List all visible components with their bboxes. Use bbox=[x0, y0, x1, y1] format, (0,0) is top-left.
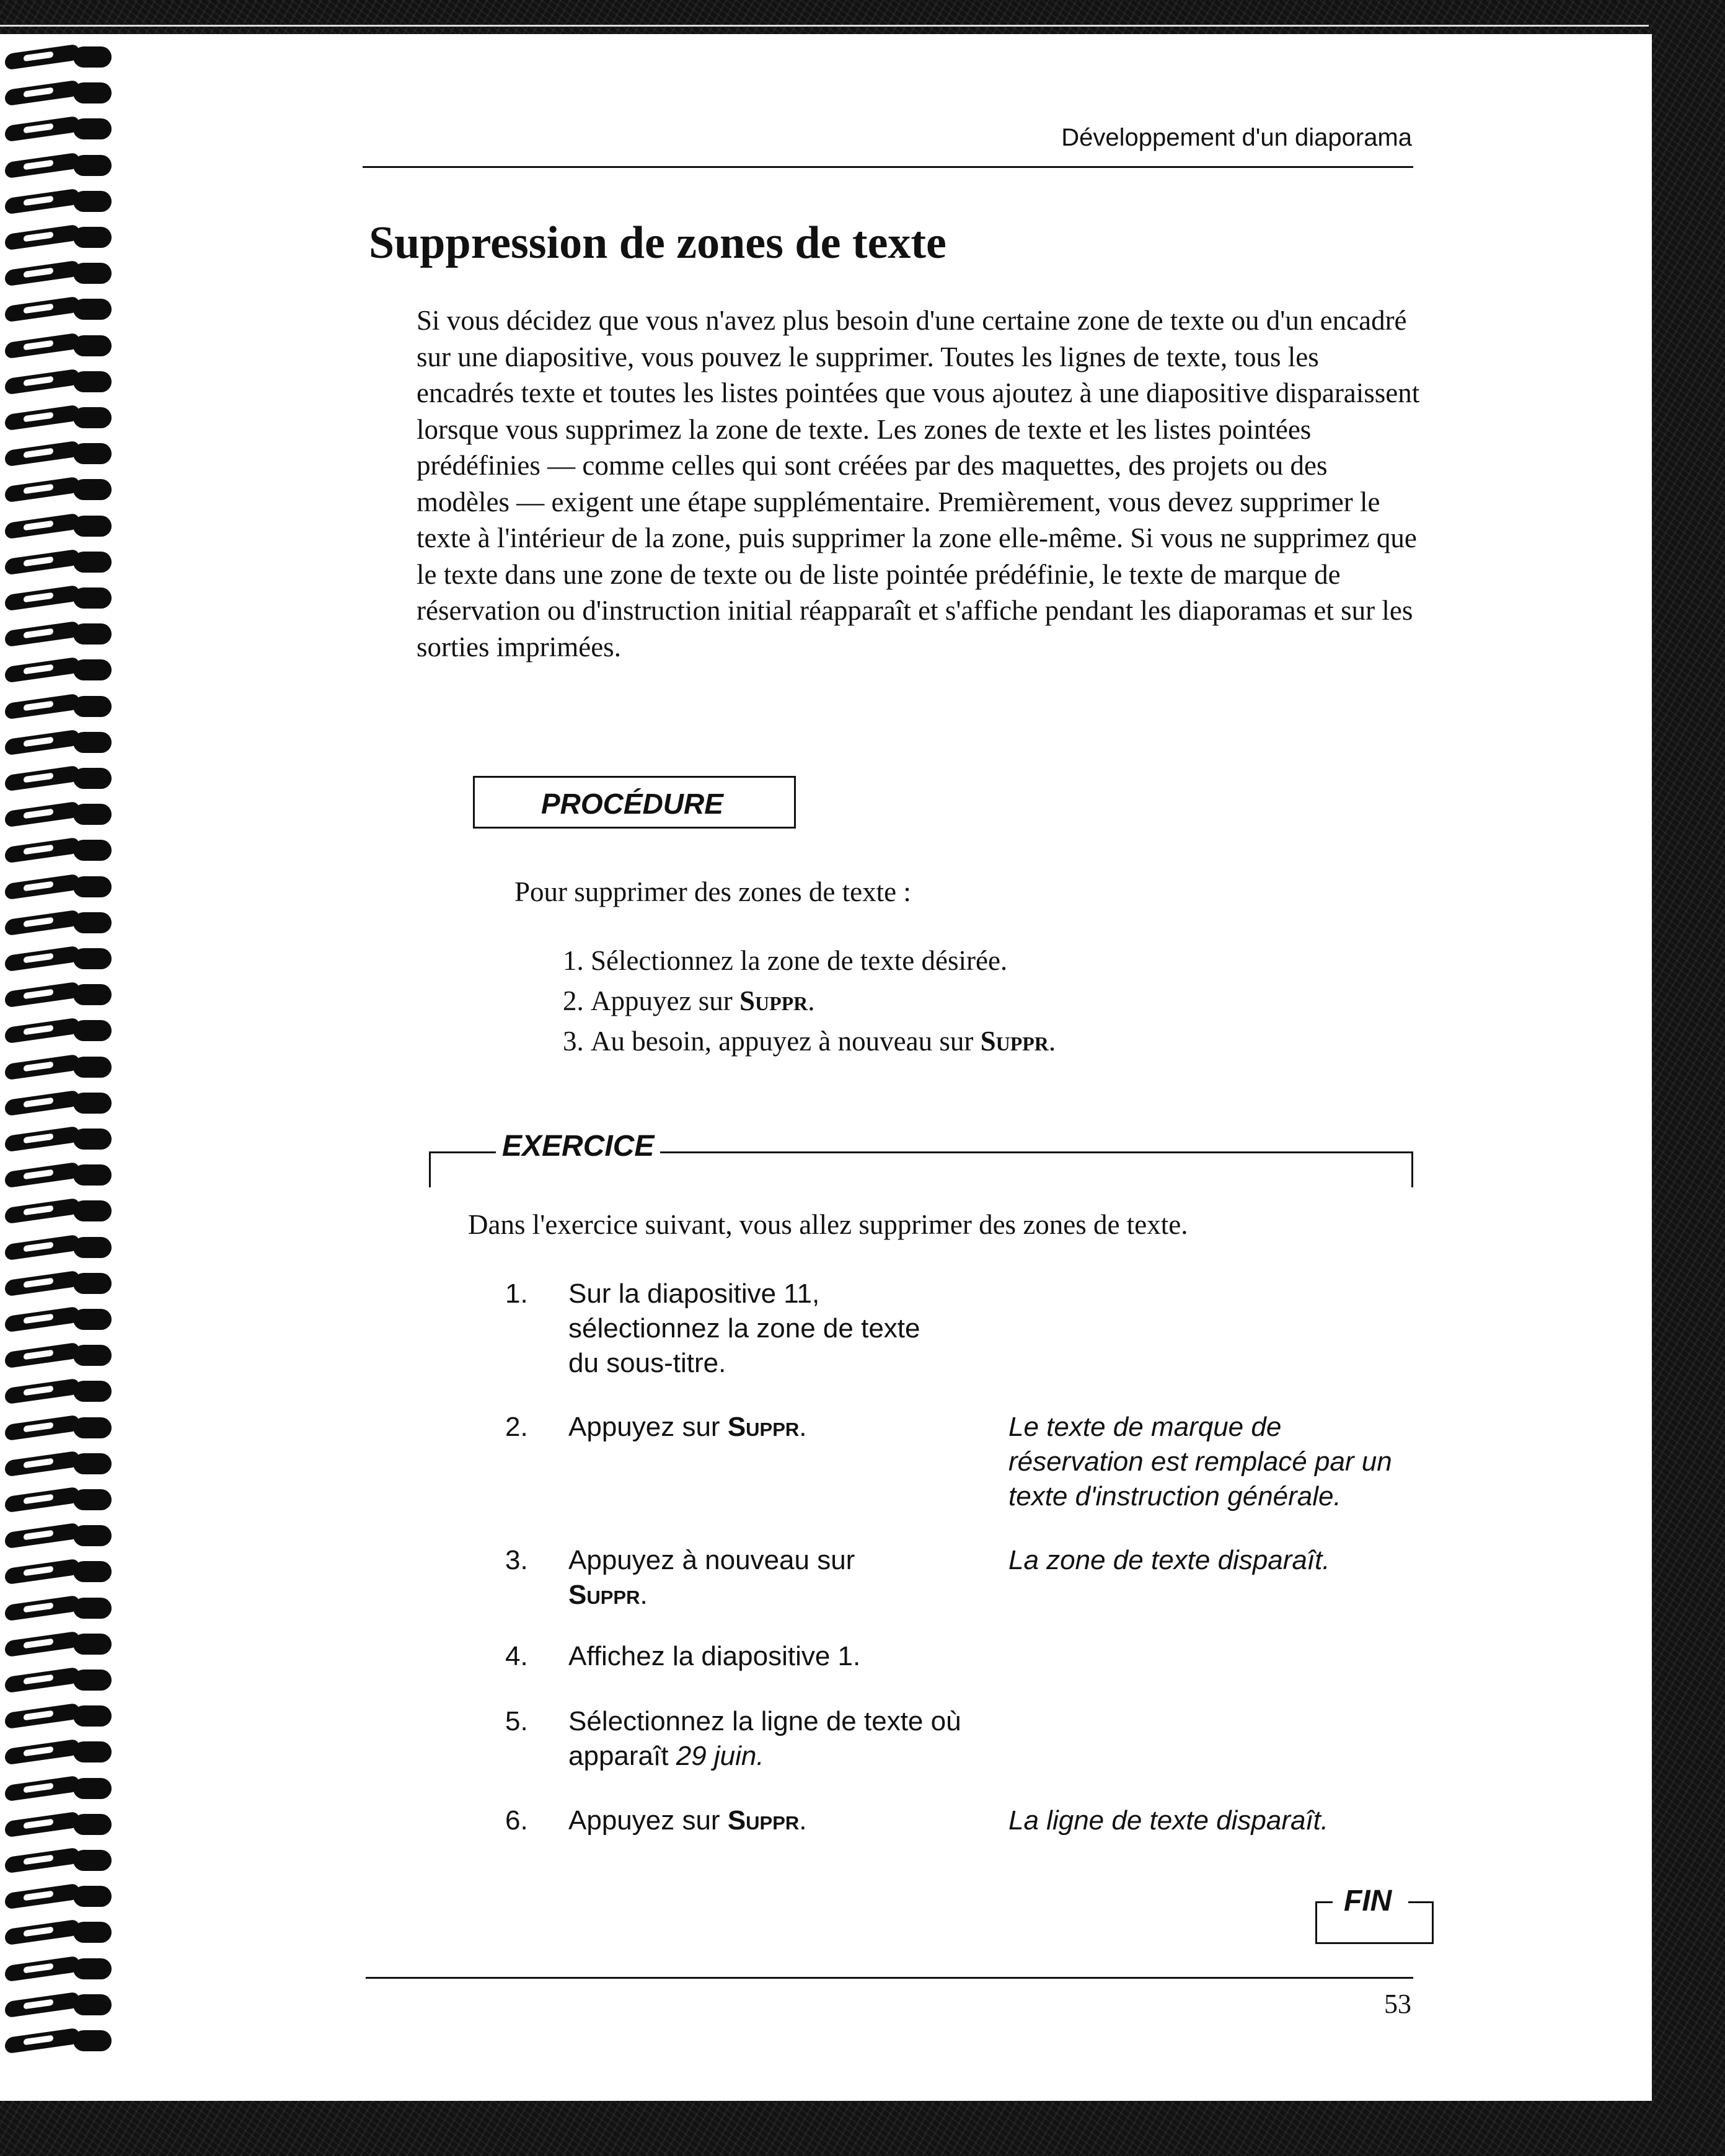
binding-coil bbox=[5, 118, 110, 139]
step-number: 1. bbox=[505, 1278, 528, 1309]
binding-coil bbox=[5, 1417, 110, 1438]
binding-coil bbox=[5, 155, 110, 176]
binding-coil bbox=[5, 1453, 110, 1474]
binding-coil bbox=[5, 1525, 110, 1546]
procedure-label: PROCÉDURE bbox=[524, 787, 741, 821]
emphasized-date: 29 juin. bbox=[676, 1741, 764, 1771]
key-name: Suppr bbox=[727, 1412, 800, 1442]
binding-coil bbox=[5, 912, 110, 933]
step-note: Le texte de marque de réservation est remplacé par un texte d'instruction générale. bbox=[1008, 1412, 1392, 1511]
binding-coil bbox=[5, 299, 110, 320]
key-name: Suppr bbox=[980, 1026, 1049, 1057]
key-name: Suppr bbox=[568, 1580, 640, 1610]
binding-coil bbox=[5, 46, 110, 68]
binding-coil bbox=[5, 552, 110, 573]
key-name: Suppr bbox=[739, 985, 808, 1016]
page-number: 53 bbox=[1384, 1989, 1411, 2019]
binding-coil bbox=[5, 371, 110, 392]
binding-coil bbox=[5, 1093, 110, 1114]
binding-coil bbox=[5, 82, 110, 103]
procedure-step: 3. Au besoin, appuyez à nouveau sur Suppr. bbox=[563, 1026, 1056, 1057]
binding-coil bbox=[5, 948, 110, 969]
binding-coil bbox=[5, 1020, 110, 1041]
exercise-frame-left bbox=[429, 1151, 431, 1187]
exercise-frame-right bbox=[1411, 1151, 1413, 1187]
procedure-step: 1. Sélectionnez la zone de texte désirée. bbox=[563, 945, 1008, 976]
exercise-intro: Dans l'exercice suivant, vous allez supprimer des zones de texte. bbox=[468, 1209, 1188, 1240]
binding-coil bbox=[5, 1922, 110, 1943]
procedure-intro: Pour supprimer des zones de texte : bbox=[514, 876, 911, 907]
page-edge bbox=[0, 25, 1649, 27]
end-box-corner bbox=[1315, 1901, 1333, 1903]
binding-coil bbox=[5, 1200, 110, 1221]
binding-coil bbox=[5, 1634, 110, 1655]
binding-coil bbox=[5, 1705, 110, 1727]
binding-coil bbox=[5, 1237, 110, 1258]
step-number: 4. bbox=[505, 1641, 528, 1671]
binding-coil bbox=[5, 1273, 110, 1294]
binding-coil bbox=[5, 263, 110, 284]
binding-coil bbox=[5, 768, 110, 789]
binding-coil bbox=[5, 1057, 110, 1078]
binding-coil bbox=[5, 1670, 110, 1691]
binding-coil bbox=[5, 876, 110, 897]
step-number: 6. bbox=[505, 1805, 528, 1836]
binding-coil bbox=[5, 1345, 110, 1366]
binding-coil bbox=[5, 443, 110, 464]
binding-coil bbox=[5, 1958, 110, 1979]
binding-coil bbox=[5, 696, 110, 717]
key-name: Suppr bbox=[727, 1805, 800, 1836]
binding-coil bbox=[5, 1164, 110, 1186]
binding-coil bbox=[5, 1561, 110, 1582]
intro-paragraph: Si vous décidez que vous n'avez plus besoin d'une certaine zone de texte ou d'un encadré sur une diapositive, vous pouvez le supprimer. Toutes les lignes de texte, tous les encadrés texte et toutes les listes pointées que vous ajoutez à une diapositive disparaissent lorsque vous supprimez la zone de texte. Les zones de texte et les listes pointées prédéfinies — comme celles qui sont créées par des maquettes, des projets ou des modèles — exigent une étape supplémentaire. Premièrement, vous devez supprimer le texte à l'intérieur de la zone, puis supprimer la zone elle-même. Si vous ne supprimez que le texte dans une zone de texte ou de liste pointée prédéfinie, le texte de marque de réservation ou d'instruction initial réapparaît et s'affiche pendant les diaporamas et sur les sorties imprimées. bbox=[417, 305, 1420, 662]
binding-coil bbox=[5, 407, 110, 428]
step-note: La zone de texte disparaît. bbox=[1008, 1545, 1330, 1575]
step-number: 2. bbox=[505, 1412, 528, 1442]
spiral-binding bbox=[0, 46, 118, 2079]
binding-coil bbox=[5, 623, 110, 645]
binding-coil bbox=[5, 984, 110, 1005]
binding-coil bbox=[5, 1814, 110, 1835]
section-title: Suppression de zones de texte bbox=[369, 218, 946, 268]
step-number: 3. bbox=[505, 1545, 528, 1575]
footer-rule bbox=[366, 1977, 1413, 1979]
binding-coil bbox=[5, 1778, 110, 1799]
binding-coil bbox=[5, 1309, 110, 1330]
end-label: FIN bbox=[1344, 1885, 1392, 1917]
binding-coil bbox=[5, 335, 110, 356]
binding-coil bbox=[5, 1850, 110, 1871]
running-head: Développement d'un diaporama bbox=[1061, 124, 1412, 151]
procedure-list bbox=[563, 941, 1056, 1062]
binding-coil bbox=[5, 1489, 110, 1510]
end-box-corner bbox=[1408, 1901, 1432, 1903]
exercise-label: EXERCICE bbox=[496, 1129, 660, 1163]
step-number: 5. bbox=[505, 1706, 528, 1736]
step-note: La ligne de texte disparaît. bbox=[1008, 1805, 1329, 1836]
step-text: Sur la diapositive 11, sélectionnez la zone de texte du sous-titre. bbox=[568, 1278, 920, 1378]
step-text: Appuyez sur Suppr. bbox=[568, 1412, 807, 1442]
step-text: Appuyez à nouveau sur Suppr. bbox=[568, 1545, 855, 1610]
binding-coil bbox=[5, 479, 110, 500]
binding-coil bbox=[5, 804, 110, 825]
binding-coil bbox=[5, 1129, 110, 1150]
binding-coil bbox=[5, 587, 110, 609]
step-text: Affichez la diapositive 1. bbox=[568, 1641, 861, 1671]
binding-coil bbox=[5, 1598, 110, 1619]
step-text: Sélectionnez la ligne de texte où apparaît 29 juin. bbox=[568, 1706, 961, 1771]
binding-coil bbox=[5, 1381, 110, 1402]
binding-coil bbox=[5, 2030, 110, 2051]
binding-coil bbox=[5, 1886, 110, 1907]
binding-coil bbox=[5, 732, 110, 753]
binding-coil bbox=[5, 516, 110, 537]
binding-coil bbox=[5, 191, 110, 212]
binding-coil bbox=[5, 659, 110, 680]
binding-coil bbox=[5, 1741, 110, 1762]
binding-coil bbox=[5, 840, 110, 861]
binding-coil bbox=[5, 1994, 110, 2015]
header-rule bbox=[363, 166, 1413, 168]
procedure-step: 2. Appuyez sur Suppr. bbox=[563, 985, 815, 1016]
step-text: Appuyez sur Suppr. bbox=[568, 1805, 807, 1836]
binding-coil bbox=[5, 227, 110, 248]
